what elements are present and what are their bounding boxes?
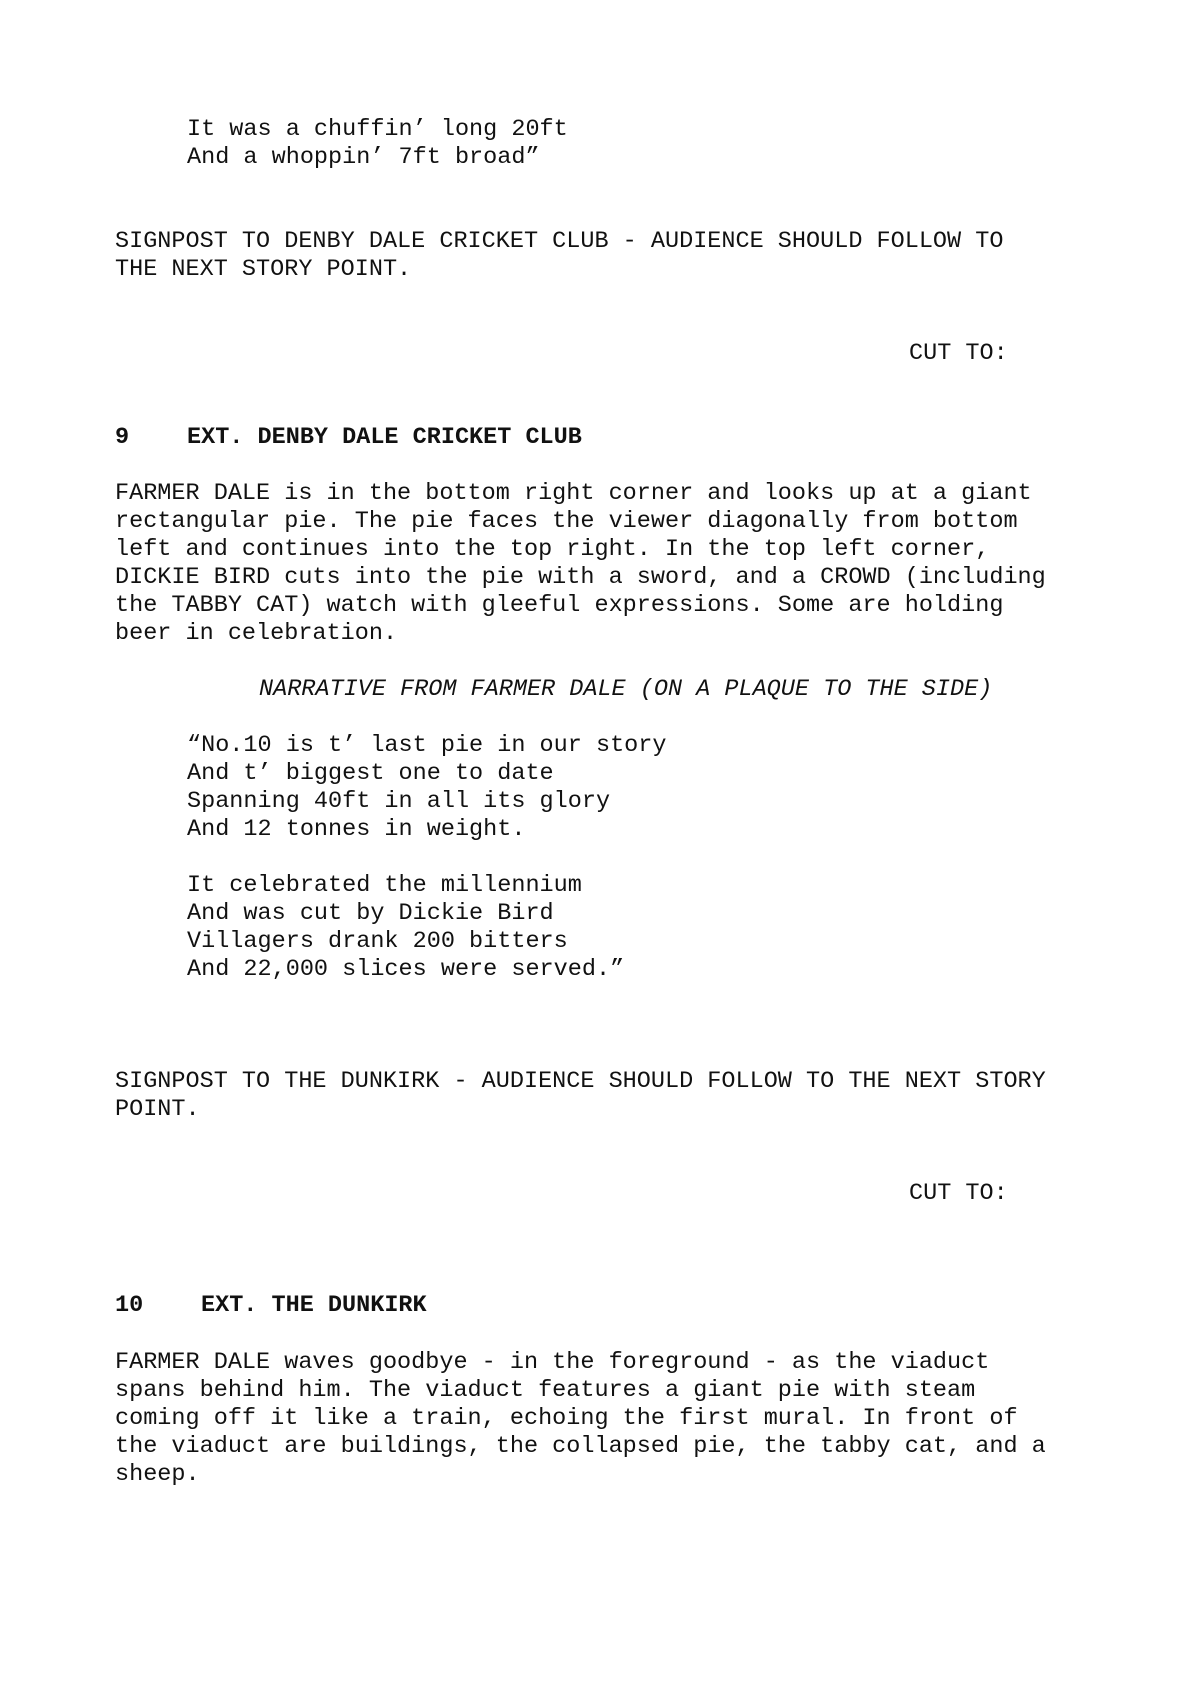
scene-number: 10 bbox=[115, 1292, 144, 1319]
verse-line: It celebrated the millennium bbox=[187, 872, 582, 899]
signpost-line: POINT. bbox=[115, 1096, 200, 1123]
verse-line: And was cut by Dickie Bird bbox=[187, 900, 554, 927]
verse-line: “No.10 is t’ last pie in our story bbox=[187, 732, 667, 759]
signpost-line: SIGNPOST TO THE DUNKIRK - AUDIENCE SHOULD FOLLOW TO THE NEXT STORY bbox=[115, 1068, 1046, 1095]
action-line: rectangular pie. The pie faces the viewer diagonally from bottom bbox=[115, 508, 1018, 535]
action-line: FARMER DALE waves goodbye - in the foreground - as the viaduct bbox=[115, 1349, 990, 1376]
action-line: the TABBY CAT) watch with gleeful expressions. Some are holding bbox=[115, 592, 1004, 619]
verse-line: And 22,000 slices were served.” bbox=[187, 956, 625, 983]
verse-line: It was a chuffin’ long 20ft bbox=[187, 116, 568, 143]
signpost-line: SIGNPOST TO DENBY DALE CRICKET CLUB - AUDIENCE SHOULD FOLLOW TO bbox=[115, 228, 1004, 255]
transition-cut-to: CUT TO: bbox=[909, 1180, 1008, 1207]
scene-heading: EXT. DENBY DALE CRICKET CLUB bbox=[187, 424, 582, 451]
verse-line: And a whoppin’ 7ft broad” bbox=[187, 144, 540, 171]
scene-number: 9 bbox=[115, 424, 130, 451]
action-line: spans behind him. The viaduct features a giant pie with steam bbox=[115, 1377, 976, 1404]
verse-line: Spanning 40ft in all its glory bbox=[187, 788, 611, 815]
action-line: sheep. bbox=[115, 1461, 200, 1488]
action-line: FARMER DALE is in the bottom right corner and looks up at a giant bbox=[115, 480, 1032, 507]
action-line: beer in celebration. bbox=[115, 620, 398, 647]
verse-line: And 12 tonnes in weight. bbox=[187, 816, 526, 843]
scene-heading: EXT. THE DUNKIRK bbox=[201, 1292, 427, 1319]
action-line: left and continues into the top right. In the top left corner, bbox=[115, 536, 990, 563]
transition-cut-to: CUT TO: bbox=[909, 340, 1008, 367]
signpost-line: THE NEXT STORY POINT. bbox=[115, 256, 412, 283]
narrative-direction: NARRATIVE FROM FARMER DALE (ON A PLAQUE TO THE SIDE) bbox=[259, 676, 993, 703]
verse-line: And t’ biggest one to date bbox=[187, 760, 554, 787]
action-line: coming off it like a train, echoing the first mural. In front of bbox=[115, 1405, 1018, 1432]
action-line: the viaduct are buildings, the collapsed pie, the tabby cat, and a bbox=[115, 1433, 1046, 1460]
action-line: DICKIE BIRD cuts into the pie with a sword, and a CROWD (including bbox=[115, 564, 1046, 591]
verse-line: Villagers drank 200 bitters bbox=[187, 928, 568, 955]
